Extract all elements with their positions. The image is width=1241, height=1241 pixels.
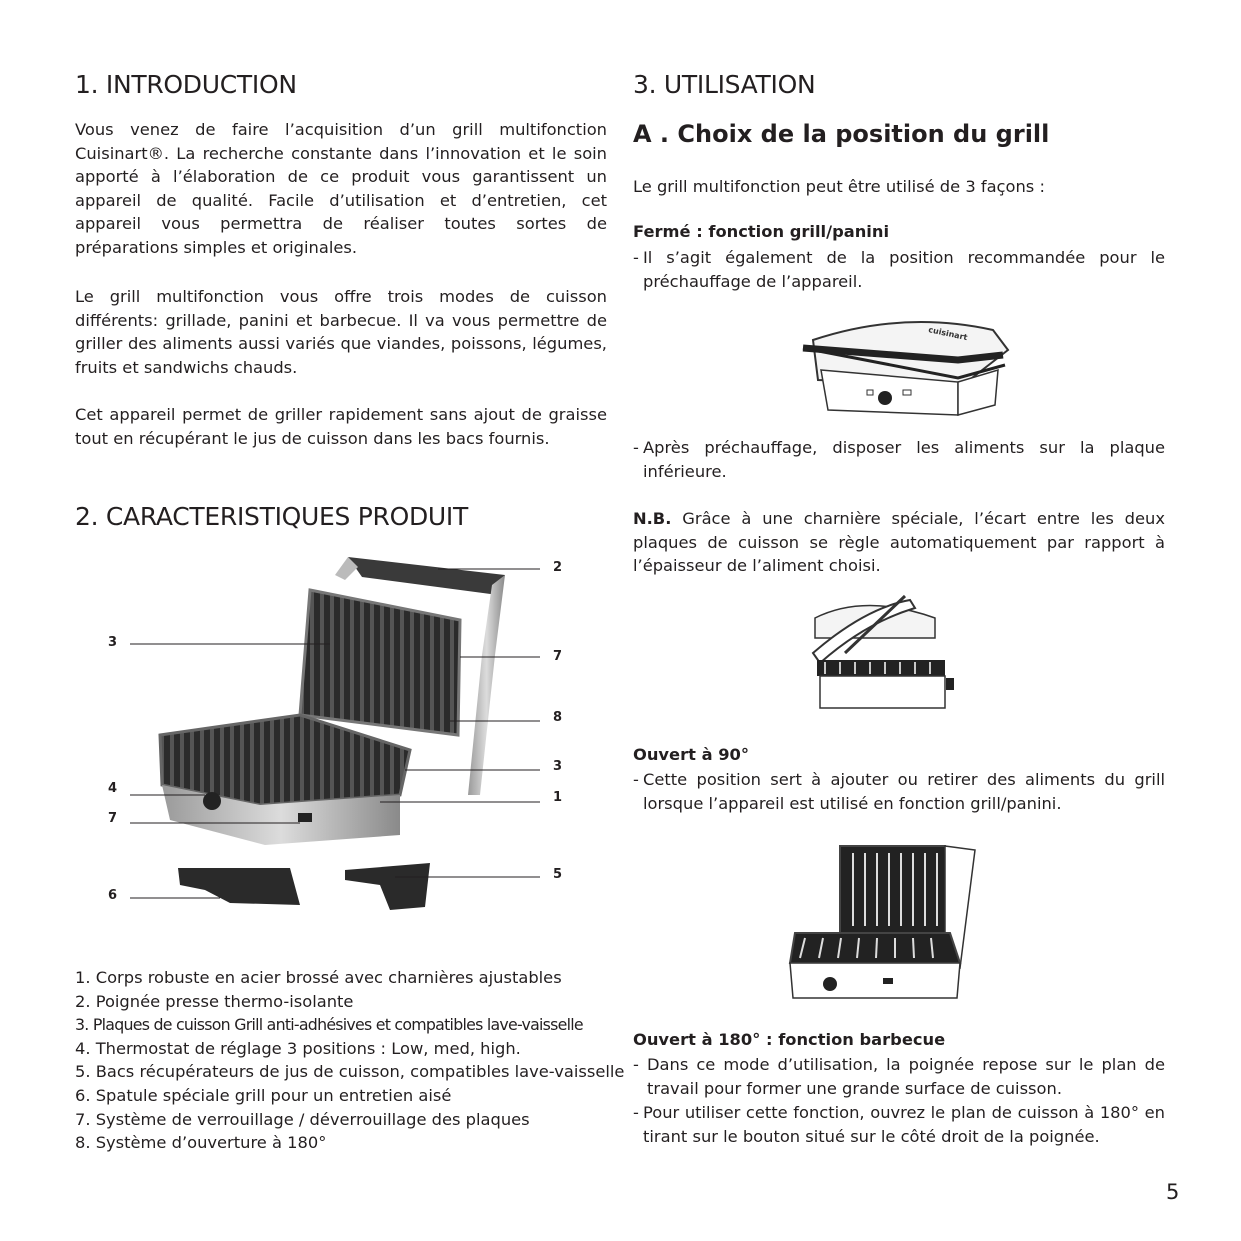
callout-label: 6 xyxy=(108,888,118,903)
hinge-grill-illustration xyxy=(805,578,965,718)
callout-label: 4 xyxy=(108,781,118,796)
handle xyxy=(348,557,505,595)
feature-item: 4. Thermostat de réglage 3 positions : Low, med, high. xyxy=(75,1038,521,1058)
thermostat-knob xyxy=(203,792,221,810)
callout-label: 1 xyxy=(553,790,563,805)
callout-label: 5 xyxy=(553,867,563,882)
closed-bullet-2 xyxy=(633,436,1165,483)
nb-text: Grâce à une charnière spéciale, l’écart entre les deux plaques de cuisson se règle automatiquement par rapport à l’épaisseur de l’aliment choisi. xyxy=(633,509,1165,576)
open-180-title: Ouvert à 180° : fonction barbecue xyxy=(633,1030,946,1049)
bullet-text: Cette position sert à ajouter ou retirer des aliments du grill lorsque l’appareil est utilisé en fonction grill/panini. xyxy=(643,770,1165,813)
bullet-text: Pour utiliser cette fonction, ouvrez le plan de cuisson à 180° en tirant sur le bouton situé sur le côté droit de la poignée. xyxy=(643,1103,1165,1146)
bullet-text: Après préchauffage, disposer les aliments sur la plaque inférieure. xyxy=(643,438,1165,481)
page-number: 5 xyxy=(1166,1180,1180,1204)
feature-item: 2. Poignée presse thermo-isolante xyxy=(75,991,354,1011)
feature-item: 3. Plaques de cuisson Grill anti-adhésives et compatibles lave-vaisselle xyxy=(75,1015,583,1035)
bullet-dash: - xyxy=(633,770,639,789)
bullet-dash: - xyxy=(633,438,639,457)
intro-paragraph-3: Cet appareil permet de griller rapidement sans ajout de graisse tout en récupérant le jus de cuisson dans les bacs fournis. xyxy=(75,405,607,448)
open-90-grill-illustration xyxy=(785,838,980,1006)
upper-plate xyxy=(300,590,460,735)
drip-tray-image xyxy=(345,863,430,910)
position-subheading: A . Choix de la position du grill xyxy=(633,120,1050,148)
features-list xyxy=(75,966,624,1155)
feature-item: 8. Système d’ouverture à 180° xyxy=(75,1133,327,1153)
callout-label: 2 xyxy=(553,560,563,575)
open-180-bullet-1 xyxy=(633,1053,1165,1100)
introduction-heading: 1. INTRODUCTION xyxy=(75,70,297,99)
bullet-dash: - xyxy=(633,1103,639,1122)
lock-button xyxy=(298,813,312,822)
spatula-image xyxy=(178,868,300,905)
nb-label: N.B. xyxy=(633,509,672,528)
bullet-text: Il s’agit également de la position recommandée pour le préchauffage de l’appareil. xyxy=(643,248,1165,291)
open-180-bullet-2 xyxy=(633,1101,1165,1148)
open-90-bullet xyxy=(633,768,1165,815)
nb-note xyxy=(633,507,1165,578)
feature-item: 1. Corps robuste en acier brossé avec charnières ajustables xyxy=(75,968,562,987)
intro-paragraph-2: Le grill multifonction vous offre trois modes de cuisson différents: grillade, panini et barbecue. Il va vous permettre de griller des aliments aussi variés que viandes, poissons, légumes, fruits et sandwichs chauds. xyxy=(75,287,607,377)
product-diagram xyxy=(100,545,580,920)
bullet-text: Dans ce mode d’utilisation, la poignée repose sur le plan de travail pour former une grande surface de cuisson. xyxy=(647,1055,1165,1098)
open-90-title: Ouvert à 90° xyxy=(633,745,750,764)
bullet-dash: - xyxy=(633,1055,639,1074)
brand-label: cuisinart xyxy=(927,325,969,343)
closed-bullet-1 xyxy=(633,246,1165,293)
lower-plate xyxy=(160,715,410,805)
bullet-dash: - xyxy=(633,248,639,267)
closed-grill-illustration xyxy=(783,310,1023,422)
usage-intro: Le grill multifonction peut être utilisé de 3 façons : xyxy=(633,177,1045,196)
characteristics-heading: 2. CARACTERISTIQUES PRODUIT xyxy=(75,502,468,531)
feature-item: 5. Bacs récupérateurs de jus de cuisson, compatibles lave-vaisselle xyxy=(75,1062,625,1082)
callout-label: 3 xyxy=(108,635,118,650)
closed-position-title: Fermé : fonction grill/panini xyxy=(633,222,890,241)
utilisation-heading: 3. UTILISATION xyxy=(633,70,816,99)
callout-label: 7 xyxy=(108,811,118,826)
intro-paragraph-1: Vous venez de faire l’acquisition d’un grill multifonction Cuisinart®. La recherche constante dans l’innovation et le soin apporté à l’élaboration de ce produit vous garantissent un appareil de qualité. Facile d’utilisation et d’entretien, cet appareil vous permettra de réaliser toutes sortes de préparations simples et originales. xyxy=(75,120,607,257)
callout-label: 8 xyxy=(553,710,563,725)
feature-item: 7. Système de verrouillage / déverrouillage des plaques xyxy=(75,1109,530,1129)
handle-arm-right xyxy=(468,575,505,795)
callout-label: 3 xyxy=(553,759,563,774)
feature-item: 6. Spatule spéciale grill pour un entretien aisé xyxy=(75,1085,452,1105)
callout-label: 7 xyxy=(553,649,563,664)
